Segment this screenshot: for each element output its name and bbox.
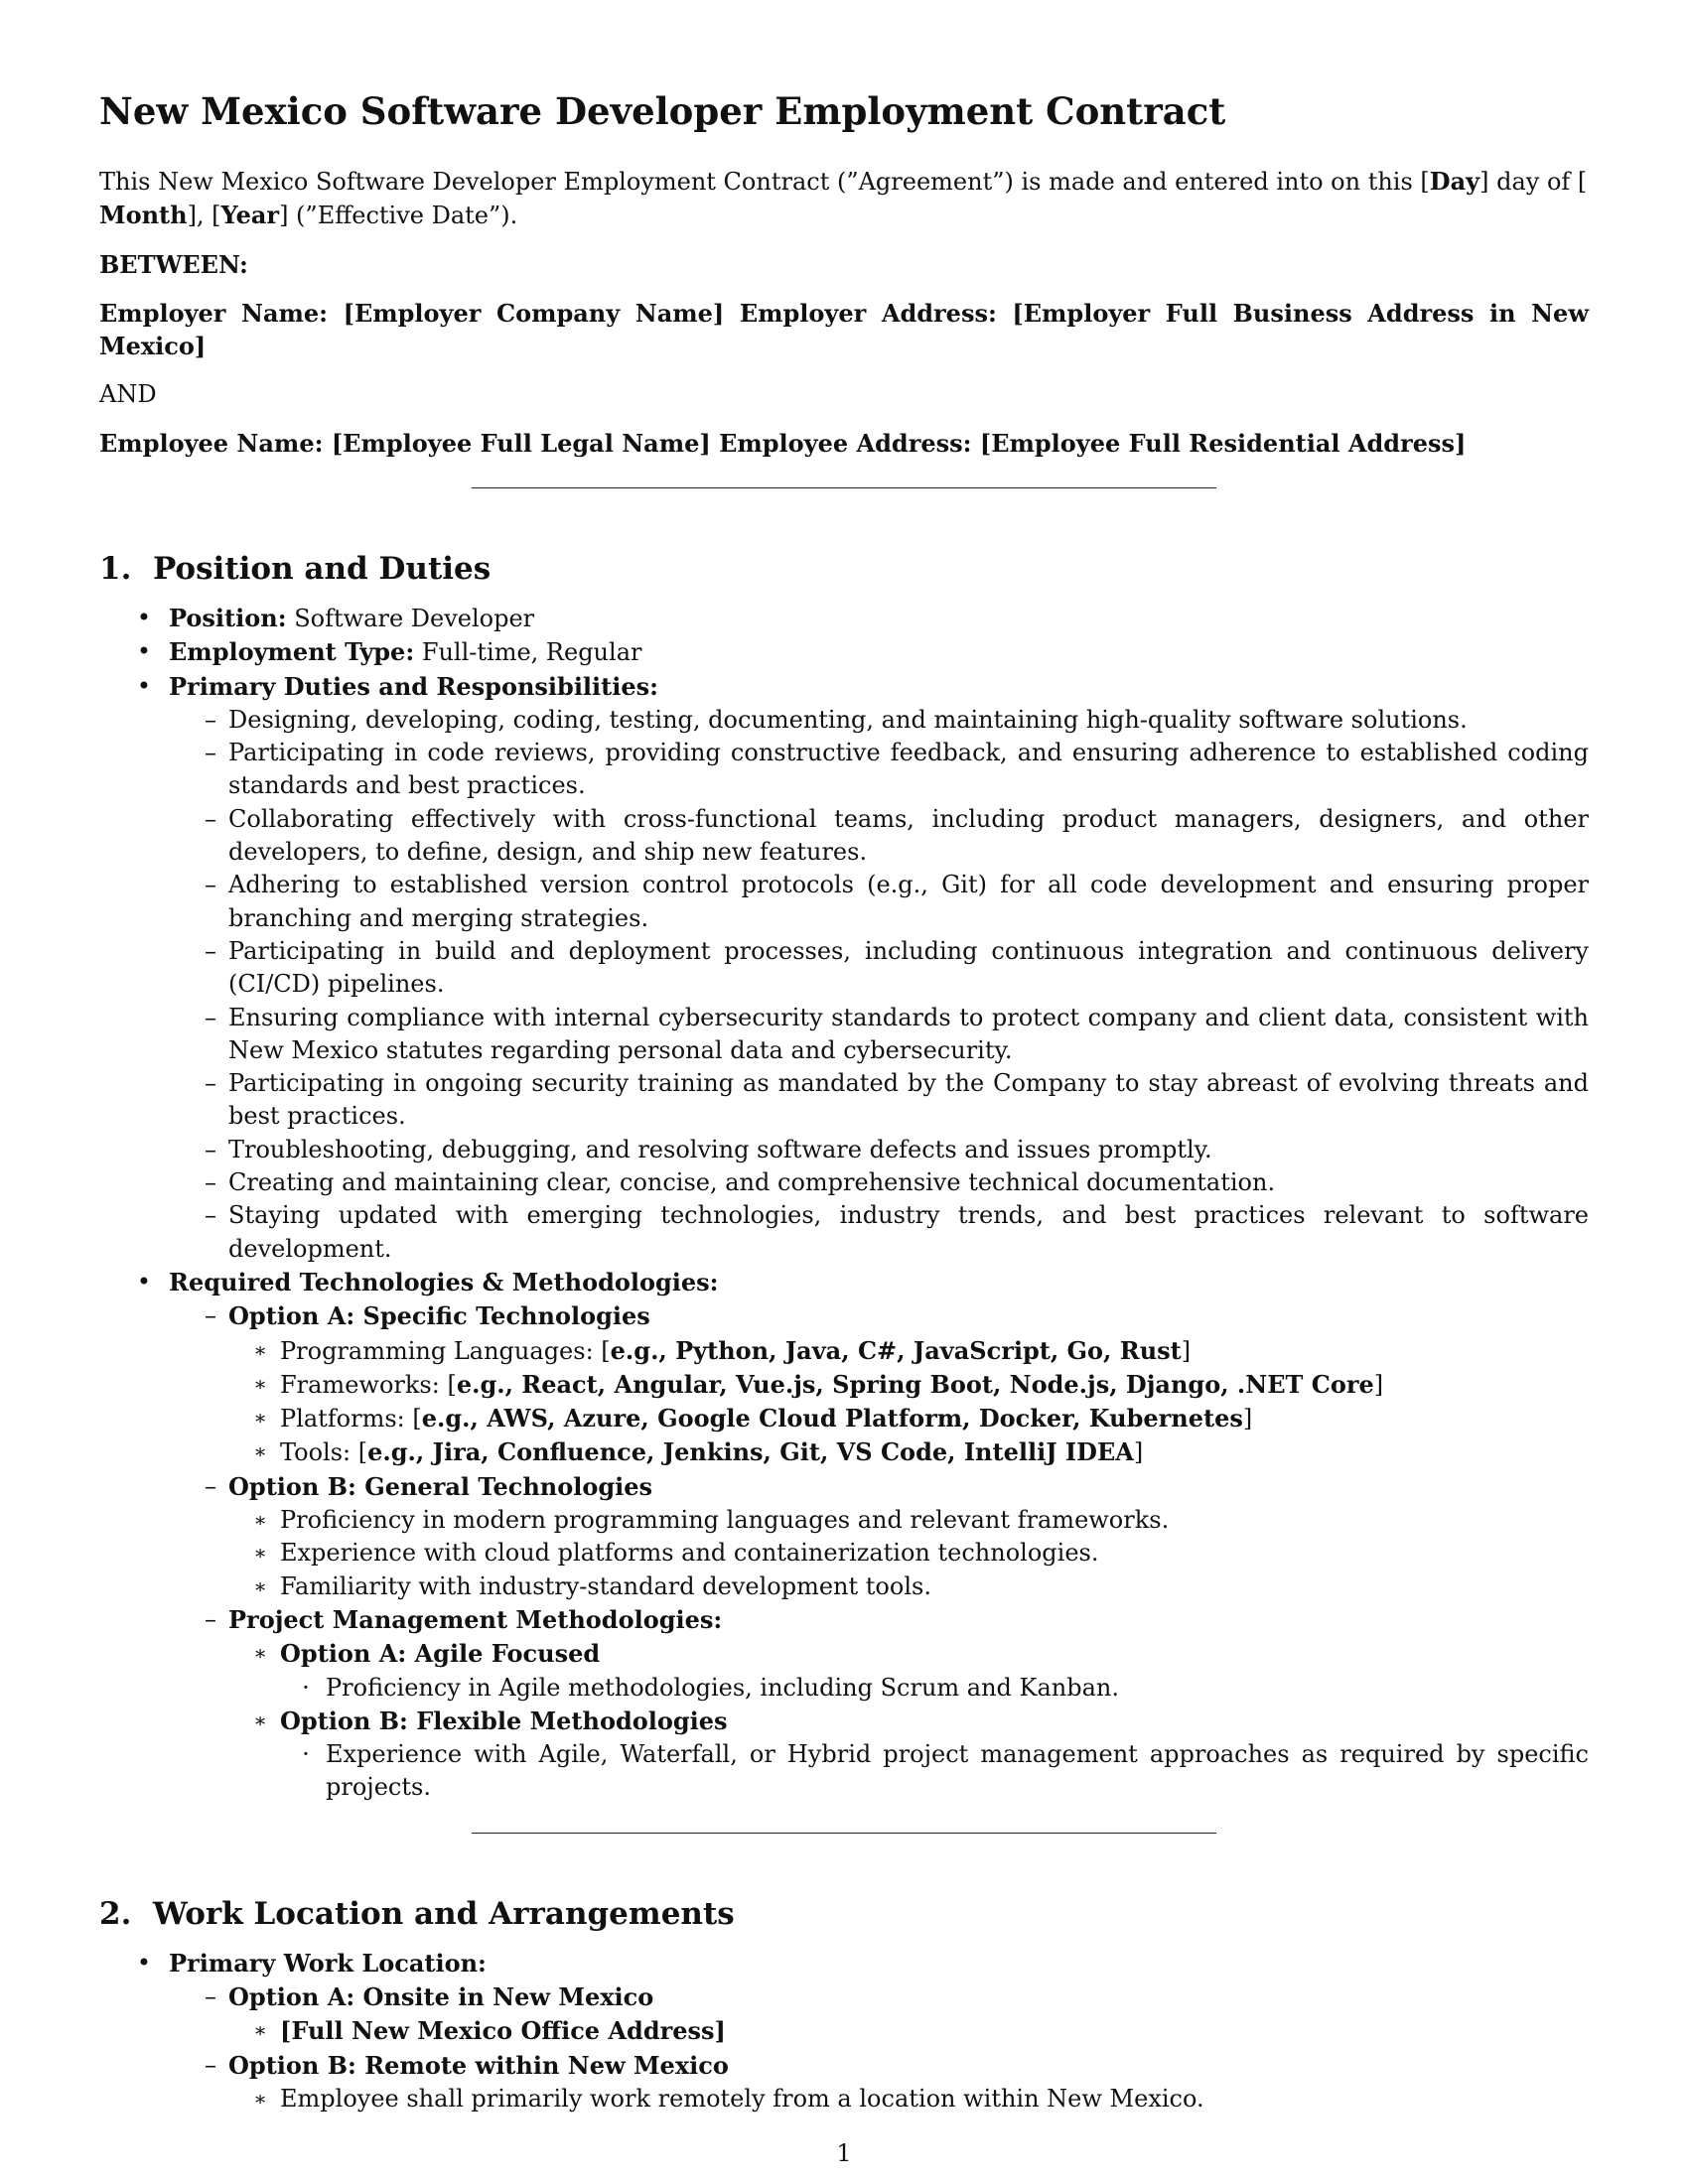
bullet-icon: • (136, 1948, 152, 1977)
location-option-b-list (228, 2083, 1589, 2116)
and-text: AND (99, 380, 157, 408)
employment-type-value: Full-time, Regular (421, 638, 642, 667)
section-2-list (99, 1947, 1589, 2116)
dash-icon: – (205, 1471, 216, 1500)
duty-text: Participating in build and deployment processes, including continuous integration and continuous delivery (CI/CD) pipelines. (228, 936, 1589, 999)
contract-page (99, 87, 1589, 2116)
pm-item-text: Proficiency in Agile methodologies, including Scrum and Kanban. (326, 1673, 1119, 1702)
dot-icon: · (302, 1673, 310, 1702)
duty-text: Collaborating effectively with cross-functional teams, including product managers, designers, and other developers, to define, design, and ship new features. (228, 804, 1589, 867)
asterisk-icon: ∗ (253, 1641, 267, 1666)
asterisk-icon: ∗ (253, 1371, 267, 1396)
tech-item-label: Frameworks: (280, 1370, 440, 1399)
pm-item (280, 1738, 1589, 1805)
list-item (99, 635, 1589, 669)
dash-icon: – (205, 936, 216, 965)
tech-item (228, 1504, 1589, 1537)
pm-option-a-list (280, 1672, 1589, 1705)
dot-icon: · (302, 1740, 310, 1769)
duty-item (169, 869, 1589, 935)
duties-label: Primary Duties and Responsibilities: (169, 671, 659, 701)
duty-item (169, 1002, 1589, 1068)
tech-label: Required Technologies & Methodologies: (169, 1267, 719, 1297)
tech-item-text: Familiarity with industry-standard development tools. (280, 1571, 931, 1600)
option-item (169, 1470, 1589, 1603)
asterisk-icon: ∗ (253, 1439, 267, 1464)
pm-item (280, 1672, 1589, 1705)
employer-address-label: Employer Address: (739, 299, 997, 328)
position-label: Position: (169, 604, 287, 632)
employer-address-value: [Employer Full Business Address in New Mexico] (99, 299, 1589, 360)
intro-text-1: This New Mexico Software Developer Employment Contract (”Agreement”) is made and entered into on this [ (99, 168, 1430, 196)
option-item (169, 1980, 1589, 2049)
option-item (169, 2049, 1589, 2116)
dash-icon: – (205, 1981, 216, 2010)
tech-item-value: e.g., React, Angular, Vue.js, Spring Boot, Node.js, Django, .NET Core (456, 1369, 1374, 1399)
tech-item: ∗ Programming Languages: [e.g., Python, Java, C#, JavaScript, Go, Rust] (228, 1334, 1589, 1368)
duty-item (169, 737, 1589, 803)
intro-year: Year (220, 201, 280, 229)
employee-address-value: [Employee Full Residential Address] (979, 429, 1467, 458)
option-item (169, 1603, 1589, 1805)
tech-options-list (169, 1299, 1589, 1804)
section-divider (472, 487, 1216, 488)
tech-item (228, 1570, 1589, 1603)
employment-type-label: Employment Type: (169, 637, 415, 667)
duty-text: Adhering to established version control protocols (e.g., Git) for all code development and ensuring proper branching and merging strategies. (228, 871, 1589, 932)
list-item (99, 1947, 1589, 2116)
bullet-icon: • (136, 637, 152, 666)
asterisk-icon: ∗ (253, 1707, 267, 1732)
tech-item-label: Platforms: (280, 1405, 405, 1433)
employer-block (99, 297, 1589, 362)
primary-location-label: Primary Work Location: (169, 1948, 487, 1978)
employer-name-label: Employer Name: (99, 299, 329, 328)
asterisk-icon: ∗ (253, 1508, 267, 1533)
tech-item: ∗ Tools: [e.g., Jira, Confluence, Jenkins, Git, VS Code, IntelliJ IDEA] (228, 1435, 1589, 1469)
asterisk-icon: ∗ (253, 1573, 267, 1598)
dash-icon: – (205, 705, 216, 734)
dash-icon: – (205, 1069, 216, 1098)
employee-name-value: [Employee Full Legal Name] (331, 429, 711, 458)
tech-item: ∗ Platforms: [e.g., AWS, Azure, Google Cloud Platform, Docker, Kubernetes] (228, 1402, 1589, 1435)
duty-text: Participating in ongoing security training as mandated by the Company to stay abreast of evolving threats and best practices. (228, 1069, 1589, 1131)
duty-text: Participating in code reviews, providing constructive feedback, and ensuring adherence to established coding standards and best practices. (228, 739, 1589, 800)
duty-item (169, 1166, 1589, 1199)
between-heading: BETWEEN: (99, 250, 248, 279)
tech-item-value: e.g., Jira, Confluence, Jenkins, Git, VS Code, IntelliJ IDEA (367, 1437, 1134, 1467)
dash-icon: – (205, 1201, 216, 1230)
intro-day: Day (1429, 167, 1480, 196)
duty-text: Troubleshooting, debugging, and resolving software defects and issues promptly. (228, 1135, 1212, 1163)
list-item (99, 670, 1589, 1266)
pm-label: Project Management Methodologies: (228, 1604, 723, 1634)
location-option-a-list (228, 2014, 1589, 2048)
dash-icon: – (205, 871, 216, 899)
pm-option-item (228, 1637, 1589, 1705)
location-option-a-label: Option A: Onsite in New Mexico (228, 1981, 654, 2011)
duty-item (169, 1199, 1589, 1266)
tech-item-label: Tools: (280, 1438, 352, 1467)
pm-option-a-label: Option A: Agile Focused (280, 1639, 601, 1669)
tech-item-text: Proficiency in modern programming languages and relevant frameworks. (280, 1506, 1170, 1535)
employee-block (99, 427, 1589, 460)
duty-text: Staying updated with emerging technologies, industry trends, and best practices relevant to software development. (228, 1201, 1589, 1263)
dash-icon: – (205, 1168, 216, 1197)
dash-icon: – (205, 1135, 216, 1163)
employee-name-label: Employee Name: (99, 429, 324, 458)
asterisk-icon: ∗ (253, 2018, 267, 2043)
dash-icon: – (205, 1301, 216, 1330)
asterisk-icon: ∗ (253, 1337, 267, 1362)
location-item (228, 2014, 1589, 2048)
dash-icon: – (205, 1604, 216, 1633)
dash-icon: – (205, 1003, 216, 1031)
tech-item: ∗ Frameworks: [e.g., React, Angular, Vue.js, Spring Boot, Node.js, Django, .NET Core] (228, 1368, 1589, 1402)
dash-icon: – (205, 2050, 216, 2079)
tech-item (228, 1537, 1589, 1570)
duty-item (169, 935, 1589, 1002)
location-item (228, 2083, 1589, 2116)
duty-text: Creating and maintaining clear, concise, and comprehensive technical documentation. (228, 1168, 1276, 1197)
location-option-b-label: Option B: Remote within New Mexico (228, 2050, 729, 2080)
tech-option-b-label: Option B: General Technologies (228, 1471, 653, 1501)
intro-text-3: ], [ (187, 202, 221, 229)
bullet-icon: • (136, 604, 152, 631)
pm-option-item (228, 1705, 1589, 1805)
asterisk-icon: ∗ (253, 2086, 267, 2111)
asterisk-icon: ∗ (253, 1541, 267, 1566)
tech-item-value: e.g., Python, Java, C#, JavaScript, Go, Rust (610, 1335, 1182, 1365)
tech-item-value: e.g., AWS, Azure, Google Cloud Platform, Docker, Kubernetes (421, 1404, 1243, 1433)
tech-option-a-list (228, 1334, 1589, 1470)
section-divider (472, 1833, 1216, 1834)
section-2-heading: 2. Work Location and Arrangements (99, 1895, 735, 1932)
dash-icon: – (205, 804, 216, 833)
asterisk-icon: ∗ (253, 1406, 267, 1431)
duty-item (169, 1067, 1589, 1134)
office-address: [Full New Mexico Office Address] (280, 2016, 726, 2046)
duty-text: Ensuring compliance with internal cybersecurity standards to protect company and client data, consistent with New Mexico statutes regarding personal data and cybersecurity. (228, 1003, 1589, 1064)
tech-option-b-list (228, 1504, 1589, 1603)
position-value: Software Developer (294, 605, 535, 632)
tech-item-text: Experience with cloud platforms and containerization technologies. (280, 1539, 1099, 1568)
bullet-icon: • (136, 1267, 152, 1296)
pm-option-b-label: Option B: Flexible Methodologies (280, 1706, 728, 1735)
page-number: 1 (836, 2139, 852, 2167)
list-item (99, 602, 1589, 635)
duty-item (169, 704, 1589, 737)
duties-list (169, 704, 1589, 1266)
intro-text-2: ] day of [ (1479, 168, 1588, 196)
document-title: New Mexico Software Developer Employment Contract (99, 89, 1226, 133)
employer-name-value: [Employer Company Name] (343, 299, 725, 328)
intro-text-4: ] (”Effective Date”). (279, 202, 518, 229)
remote-text: Employee shall primarily work remotely from a location within New Mexico. (280, 2084, 1204, 2113)
intro-month: Month (99, 201, 188, 229)
list-item (99, 1266, 1589, 1805)
pm-item-text: Experience with Agile, Waterfall, or Hybrid project management approaches as required by specific projects. (326, 1740, 1589, 1802)
intro-paragraph (99, 165, 1589, 232)
duty-text: Designing, developing, coding, testing, documenting, and maintaining high-quality software solutions. (228, 705, 1468, 734)
section-1-list (99, 602, 1589, 1805)
tech-item-label: Programming Languages: (280, 1336, 594, 1365)
employee-address-label: Employee Address: (719, 429, 972, 458)
dash-icon: – (205, 739, 216, 767)
pm-options-list (228, 1637, 1589, 1804)
bullet-icon: • (136, 671, 152, 700)
tech-option-a-label: Option A: Specific Technologies (228, 1301, 650, 1331)
duty-item (169, 1134, 1589, 1166)
option-item (169, 1299, 1589, 1469)
section-1-heading: 1. Position and Duties (99, 551, 492, 587)
duty-item (169, 803, 1589, 870)
pm-option-b-list (280, 1738, 1589, 1805)
location-options-list (169, 1980, 1589, 2116)
